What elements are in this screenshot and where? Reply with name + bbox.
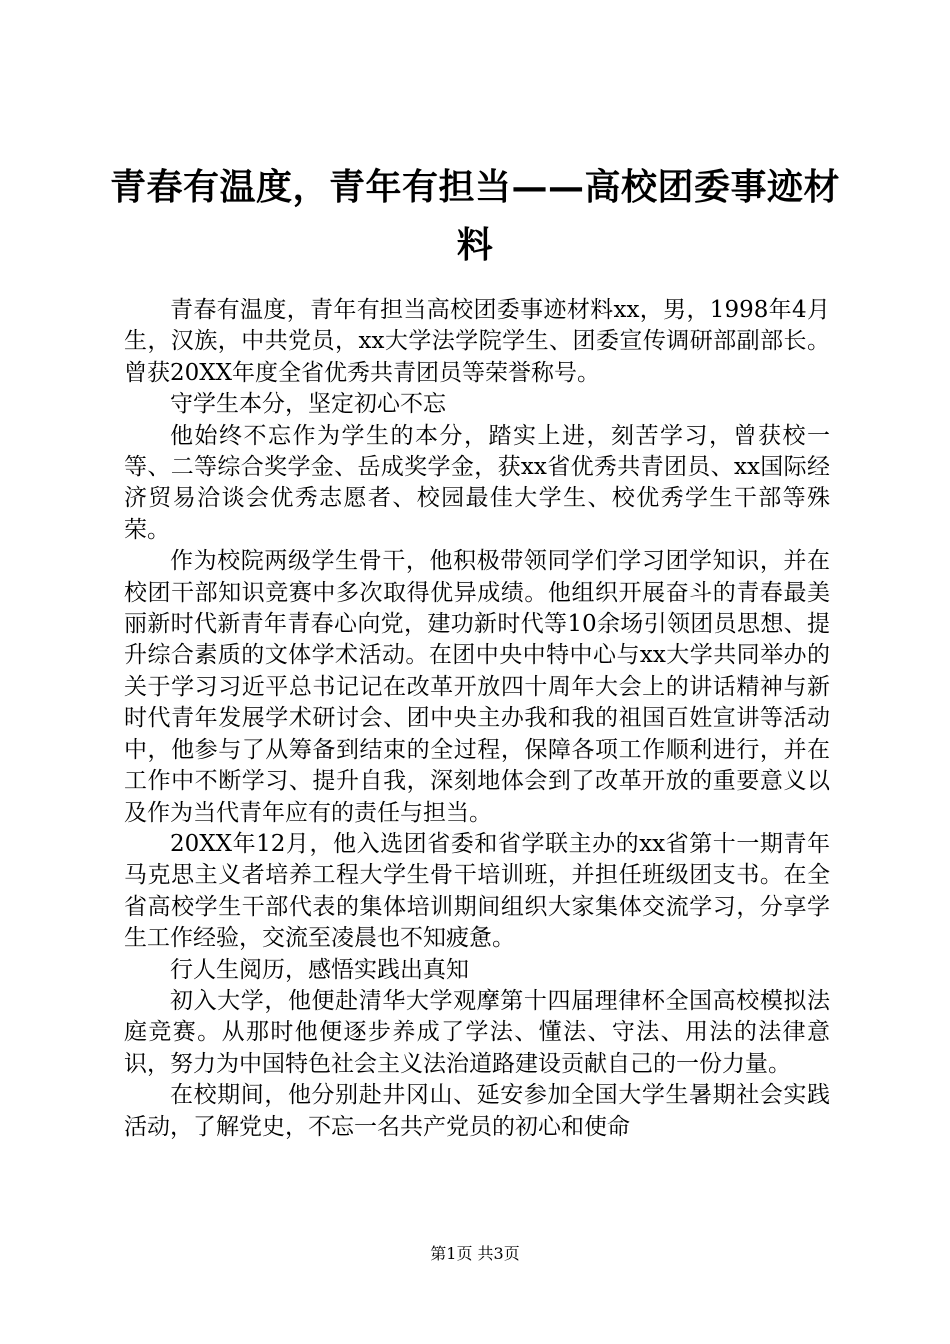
paragraph-study-honors: 他始终不忘作为学生的本分，踏实上进，刻苦学习，曾获校一等、二等综合奖学金、岳成奖学金，获xx省优秀共青团员、xx国际经济贸易洽谈会优秀志愿者、校园最佳大学生、校优秀学生干部等殊荣。 (124, 422, 830, 543)
paragraph-student-leader: 作为校院两级学生骨干，他积极带领同学们学习团学知识，并在校团干部知识竞赛中多次取得优异成绩。他组织开展奋斗的青春最美丽新时代新青年青春心向党，建功新时代等10余场引领团员思想、提升综合素质的文体学术活动。在团中央中特中心与xx大学共同举办的关于学习习近平总书记记在改革开放四十周年大会上的讲话精神与新时代青年发展学术研讨会、团中央主办我和我的祖国百姓宣讲等活动中，他参与了从筹备到结束的全过程，保障各项工作顺利进行，并在工作中不断学习、提升自我，深刻地体会到了改革开放的重要意义以及作为当代青年应有的责任与担当。 (124, 548, 830, 826)
paragraph-intro: 青春有温度，青年有担当高校团委事迹材料xx，男，1998年4月生，汉族，中共党员，xx大学法学院学生、团委宣传调研部副部长。曾获20XX年度全省优秀共青团员等荣誉称号。 (124, 297, 830, 386)
section-heading-student-duty: 守学生本分，坚定初心不忘 (170, 391, 446, 418)
section-heading-practice: 行人生阅历，感悟实践出真知 (170, 956, 469, 983)
paragraph-moot-court: 初入大学，他便赴清华大学观摩第十四届理律杯全国高校模拟法庭竞赛。从那时他便逐步养成了学法、懂法、守法、用法的法律意识，努力为中国特色社会主义法治道路建设贡献自己的一份力量。 (124, 987, 830, 1077)
document-body (124, 295, 830, 1143)
paragraph-social-practice: 在校期间，他分别赴井冈山、延安参加全国大学生暑期社会实践活动，了解党史，不忘一名共产党员的初心和使命 (124, 1082, 830, 1140)
document-title: 青春有温度，青年有担当——高校团委事迹材料 (110, 166, 841, 266)
page-indicator: 第1页 共3页 (430, 1244, 520, 1263)
paragraph-training-class: 20XX年12月，他入选团省委和省学联主办的xx省第十一期青年马克思主义者培养工程大学生骨干培训班，并担任班级团支书。在全省高校学生干部代表的集体培训期间组织大家集体交流学习，分享学生工作经验，交流至凌晨也不知疲惫。 (124, 830, 830, 952)
